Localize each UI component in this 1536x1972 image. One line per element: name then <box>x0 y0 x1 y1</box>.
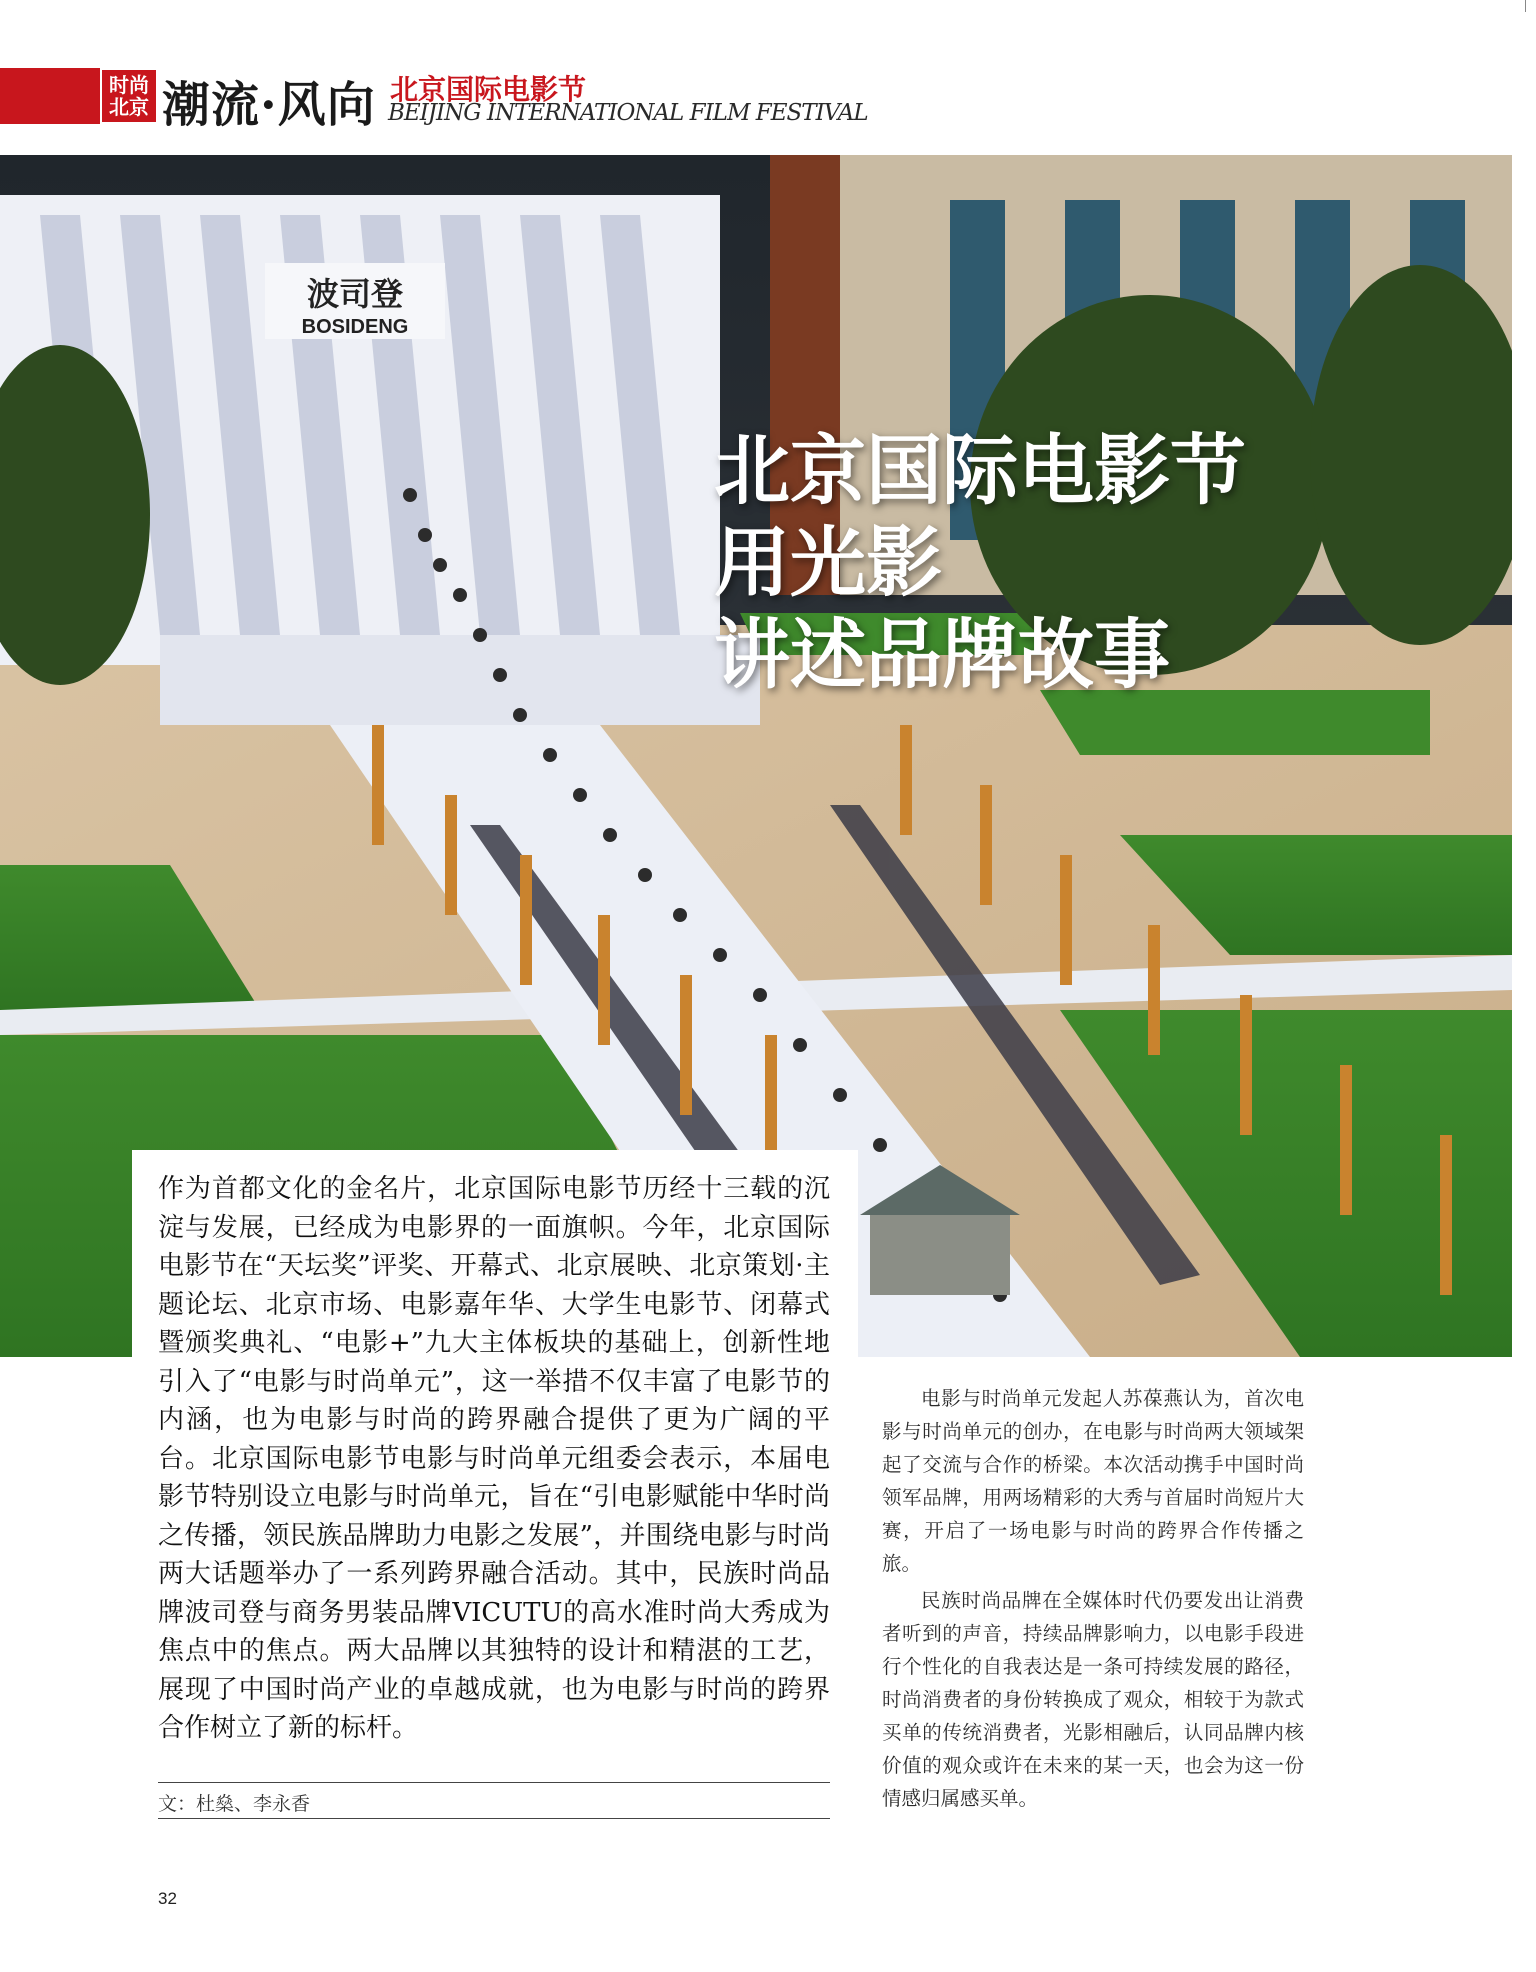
stage-sign-cn: 波司登 <box>306 276 404 312</box>
magazine-seal-logo <box>100 68 158 124</box>
header-red-bar <box>0 68 100 124</box>
headline-line-3: 讲述品牌故事 <box>714 610 1170 699</box>
side-paragraph-1: 电影与时尚单元发起人苏葆燕认为，首次电影与时尚单元的创办，在电影与时尚两大领域架起了交流与合作的桥梁。本次活动携手中国时尚领军品牌，用两场精彩的大秀与首届时尚短片大赛，开启了一场电影与时尚的跨界合作传播之旅。 <box>882 1387 1304 1575</box>
byline-rule-top <box>158 1782 830 1783</box>
byline-rule-bottom <box>158 1818 830 1819</box>
side-paragraph-2: 民族时尚品牌在全媒体时代仍要发出让消费者听到的声音，持续品牌影响力，以电影手段进行个性化的自我表达是一条可持续发展的路径，时尚消费者的身份转换成了观众，相较于为款式买单的传统消费者，光影相融后，认同品牌内核价值的观众或许在未来的某一天，也会为这一份情感归属感买单。 <box>882 1589 1304 1810</box>
headline-line-1: 北京国际电影节 <box>714 426 1246 515</box>
lead-paragraph: 作为首都文化的金名片，北京国际电影节历经十三载的沉淀与发展，已经成为电影界的一面旗帜。今年，北京国际电影节在“天坛奖”评奖、开幕式、北京展映、北京策划·主题论坛、北京市场、电影嘉年华、大学生电影节、闭幕式暨颁奖典礼、“电影+”九大主体板块的基础上，创新性地引入了“电影与时尚单元”，这一举措不仅丰富了电影节的内涵，也为电影与时尚的跨界融合提供了更为广阔的平台。北京国际电影节电影与时尚单元组委会表示，本届电影节特别设立电影与时尚单元，旨在“引电影赋能中华时尚之传播，领民族品牌助力电影之发展”，并围绕电影与时尚两大话题举办了一系列跨界融合活动。其中，民族时尚品牌波司登与商务男装品牌VICUTU的高水准时尚大秀成为焦点中的焦点。两大品牌以其独特的设计和精湛的工艺，展现了中国时尚产业的卓越成就，也为电影与时尚的跨界合作树立了新的标杆。 <box>158 1174 830 1743</box>
seal-line-1: 时尚 <box>109 73 149 97</box>
byline: 文：杜燊、李永香 <box>158 1793 311 1815</box>
festival-name-cn: 北京国际电影节 <box>390 73 587 106</box>
crop-mark <box>1525 0 1536 12</box>
page-number: 32 <box>158 1889 177 1908</box>
headline-line-2: 用光影 <box>714 518 942 607</box>
seal-line-2: 北京 <box>109 95 149 119</box>
headline <box>714 425 1246 701</box>
stage-sign-en: BOSIDENG <box>301 316 409 338</box>
festival-name-en: BEIJING INTERNATIONAL FILM FESTIVAL <box>388 100 868 126</box>
section-title: 潮流·风向 <box>162 77 376 133</box>
side-column <box>882 1382 1304 1819</box>
